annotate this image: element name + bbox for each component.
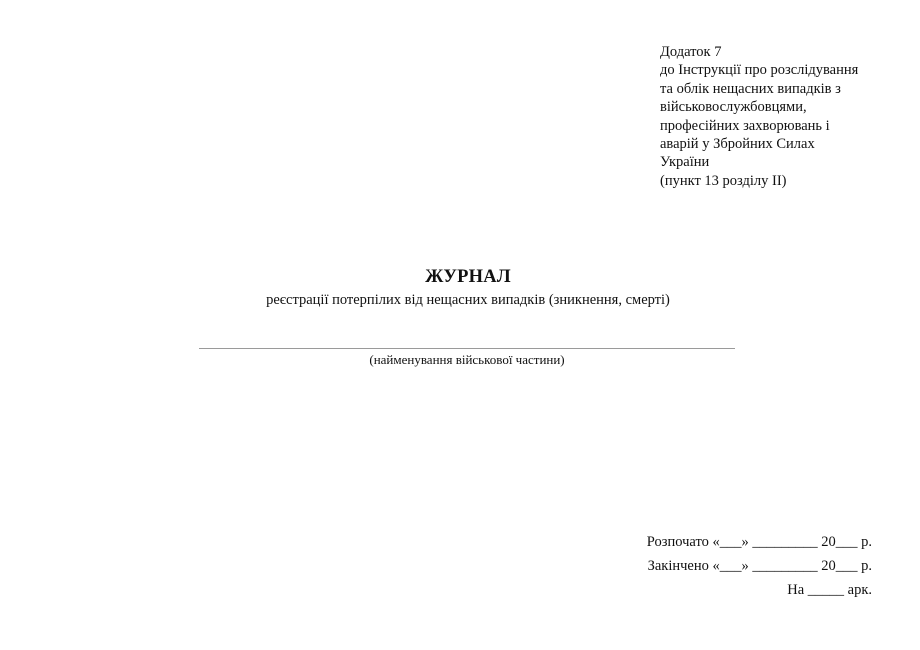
date-block bbox=[647, 532, 872, 604]
sheet-count-line: На _____ арк. bbox=[787, 582, 872, 598]
appendix-line: Додаток 7 bbox=[660, 44, 722, 60]
started-date-line: Розпочато «___» _________ 20___ р. bbox=[646, 534, 872, 550]
appendix-line: аварій у Збройних Силах bbox=[660, 136, 815, 153]
appendix-note bbox=[660, 43, 900, 190]
appendix-line: професійних захворювань і bbox=[660, 117, 830, 134]
appendix-line: України bbox=[660, 154, 710, 171]
unit-name-line bbox=[199, 348, 735, 349]
journal-subtitle: реєстрації потерпілих від нещасних випадків (зникнення, смерті) bbox=[266, 292, 670, 308]
appendix-line: військовослужбовцями, bbox=[660, 99, 807, 116]
finished-date-line: Закінчено «___» _________ 20___ р. bbox=[647, 558, 872, 574]
unit-name-caption: (найменування військової частини) bbox=[369, 352, 565, 367]
appendix-line: до Інструкції про розслідування bbox=[660, 62, 859, 79]
appendix-line: (пункт 13 розділу ІІ) bbox=[660, 172, 787, 189]
journal-title: ЖУРНАЛ bbox=[425, 267, 511, 287]
appendix-line: та облік нещасних випадків з bbox=[660, 80, 841, 97]
